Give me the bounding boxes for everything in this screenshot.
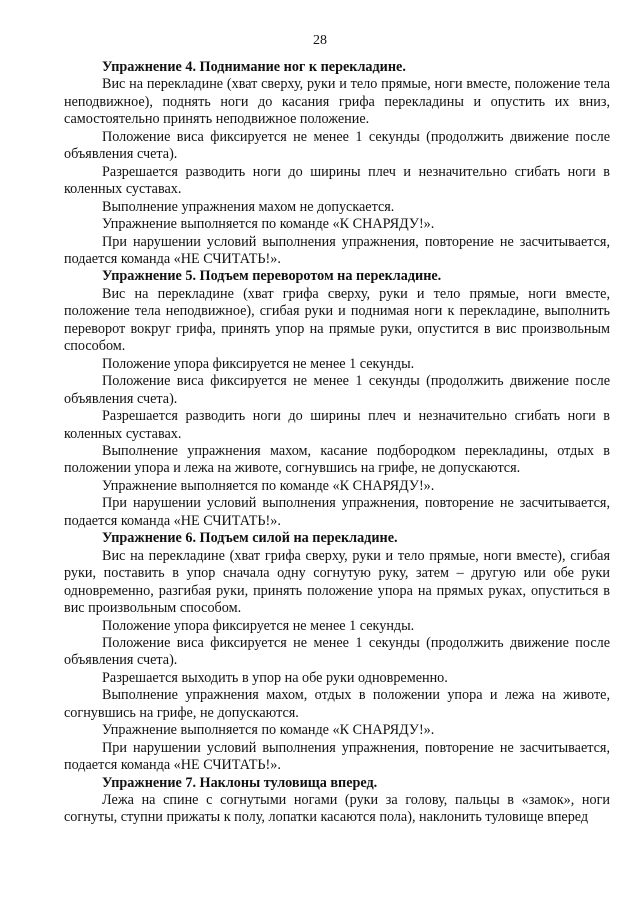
paragraph: Упражнение выполняется по команде «К СНАРЯДУ!». <box>102 477 435 494</box>
paragraph: Вис на перекладине (хват грифа сверху, руки и тело прямые, ноги вместе, положение тела неподвижное), сгибая руки и поднимая ноги к перекладине, выполнить переворот вокруг грифа, принять упор на прямые руки, опустится в вис произвольным способом. <box>64 285 610 355</box>
paragraph: При нарушении условий выполнения упражнения, повторение не засчитывается, подается команда «НЕ СЧИТАТЬ!». <box>64 495 610 529</box>
paragraph: Положение упора фиксируется не менее 1 секунды. <box>102 355 415 372</box>
paragraph: Вис на перекладине (хват сверху, руки и тело прямые, ноги вместе, положение тела неподвижное), поднять ноги до касания грифа перекладины и опустить их вниз, самостоятельно принять неподвижное положение. <box>64 76 610 128</box>
paragraph: При нарушении условий выполнения упражнения, повторение не засчитывается, подается команда «НЕ СЧИТАТЬ!». <box>64 233 610 267</box>
paragraph: Выполнение упражнения махом не допускается. <box>102 198 395 215</box>
paragraph: Выполнение упражнения махом, касание подбородком перекладины, отдых в положении упора и лежа на животе, согнувшись на грифе, не допускаются. <box>64 442 610 477</box>
exercise-heading: Упражнение 4. Поднимание ног к перекладине. <box>102 59 406 75</box>
page-number: 28 <box>313 33 327 48</box>
paragraph: Разрешается разводить ноги до ширины плеч и незначительно сгибать ноги в коленных суставах. <box>64 163 610 198</box>
paragraph: Положение виса фиксируется не менее 1 секунды (продолжить движение после объявления счета). <box>64 128 610 163</box>
paragraph: Положение упора фиксируется не менее 1 секунды. <box>102 617 415 634</box>
paragraph: Разрешается разводить ноги до ширины плеч и незначительно сгибать ноги в коленных суставах. <box>64 408 610 442</box>
paragraph: Выполнение упражнения махом, отдых в положении упора и лежа на животе, согнувшись на грифе, не допускаются. <box>64 687 610 721</box>
paragraph: Лежа на спине с согнутыми ногами (руки за голову, пальцы в «замок», ноги согнуты, ступни прижаты к полу, лопатки касаются пола), наклонить туловище вперед <box>64 792 610 826</box>
paragraph: Упражнение выполняется по команде «К СНАРЯДУ!». <box>102 216 435 233</box>
paragraph: Положение виса фиксируется не менее 1 секунды (продолжить движение после объявления счета). <box>64 373 610 407</box>
exercise-heading: Упражнение 7. Наклоны туловища вперед. <box>102 774 378 791</box>
paragraph: При нарушении условий выполнения упражнения, повторение не засчитывается, подается команда «НЕ СЧИТАТЬ!». <box>64 739 610 774</box>
paragraph: Вис на перекладине (хват грифа сверху, руки и тело прямые, ноги вместе), сгибая руки, поставить в упор сначала одну согнутую руку, затем – другую или обе руки одновременно, разгибая руки, принять положение упора на прямых руках, опуститься в вис произвольным способом. <box>64 547 610 617</box>
paragraph: Положение виса фиксируется не менее 1 секунды (продолжить движение после объявления счета). <box>64 634 610 669</box>
exercise-heading: Упражнение 6. Подъем силой на перекладине. <box>102 530 398 547</box>
exercise-heading: Упражнение 5. Подъем переворотом на перекладине. <box>102 268 442 285</box>
paragraph: Упражнение выполняется по команде «К СНАРЯДУ!». <box>102 722 435 739</box>
document-body <box>64 59 610 827</box>
paragraph: Разрешается выходить в упор на обе руки одновременно. <box>102 669 448 686</box>
